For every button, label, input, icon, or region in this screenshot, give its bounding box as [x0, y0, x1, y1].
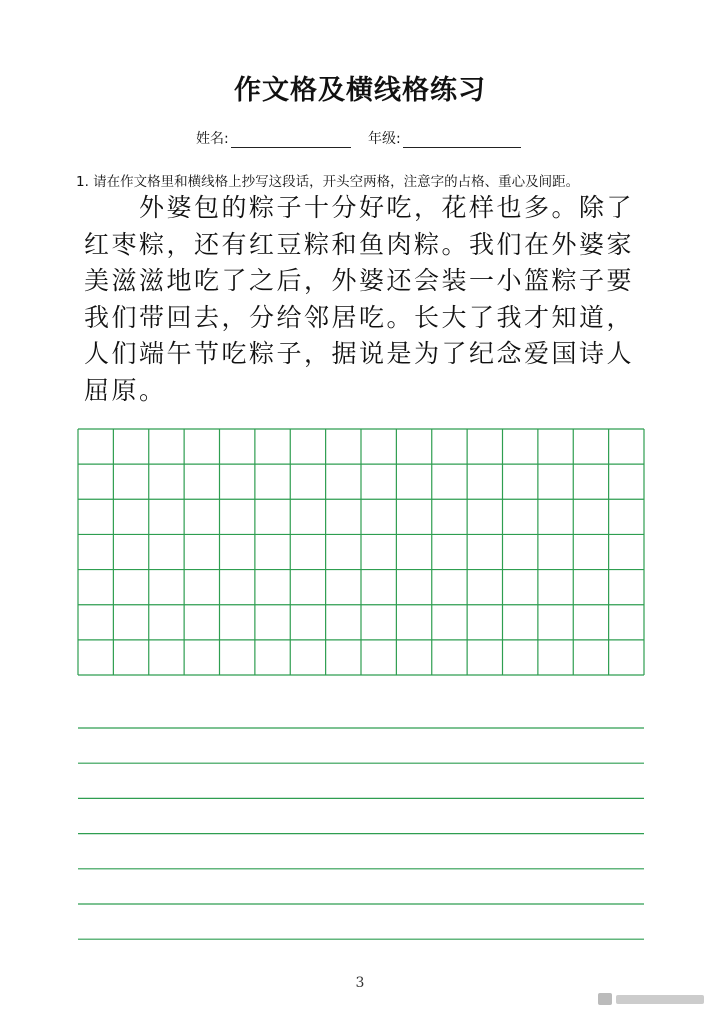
- grade-blank[interactable]: [403, 129, 521, 148]
- passage-line: 人们端午节吃粽子，据说是为了纪念爱国诗人: [84, 339, 635, 368]
- grade-field: [368, 128, 521, 148]
- writing-grid[interactable]: [77, 428, 645, 676]
- name-label: 姓名:: [196, 131, 229, 147]
- passage-line: 红枣粽，还有红豆粽和鱼肉粽。我们在外婆家: [84, 229, 635, 259]
- passage-line: 我们带回去，分给邻居吃。长大了我才知道，: [84, 302, 635, 332]
- instruction-text: 1. 请在作文格里和横线格上抄写这段话，开头空两格，注意字的占格、重心及间距。: [76, 174, 580, 190]
- name-blank[interactable]: [231, 129, 351, 148]
- passage-line: 屈原。: [84, 375, 167, 405]
- name-field: [196, 128, 351, 148]
- page-title: 作文格及横线格练习: [234, 75, 486, 106]
- page-number: 3: [355, 975, 365, 991]
- model-passage: [84, 190, 644, 409]
- grade-label: 年级:: [368, 131, 401, 147]
- ruled-lines[interactable]: [78, 727, 644, 957]
- passage-line: 美滋滋地吃了之后，外婆还会装一小篮粽子要: [84, 266, 635, 295]
- passage-line: 外婆包的粽子十分好吃，花样也多。除了: [84, 193, 635, 222]
- watermark-icon: [596, 990, 708, 1008]
